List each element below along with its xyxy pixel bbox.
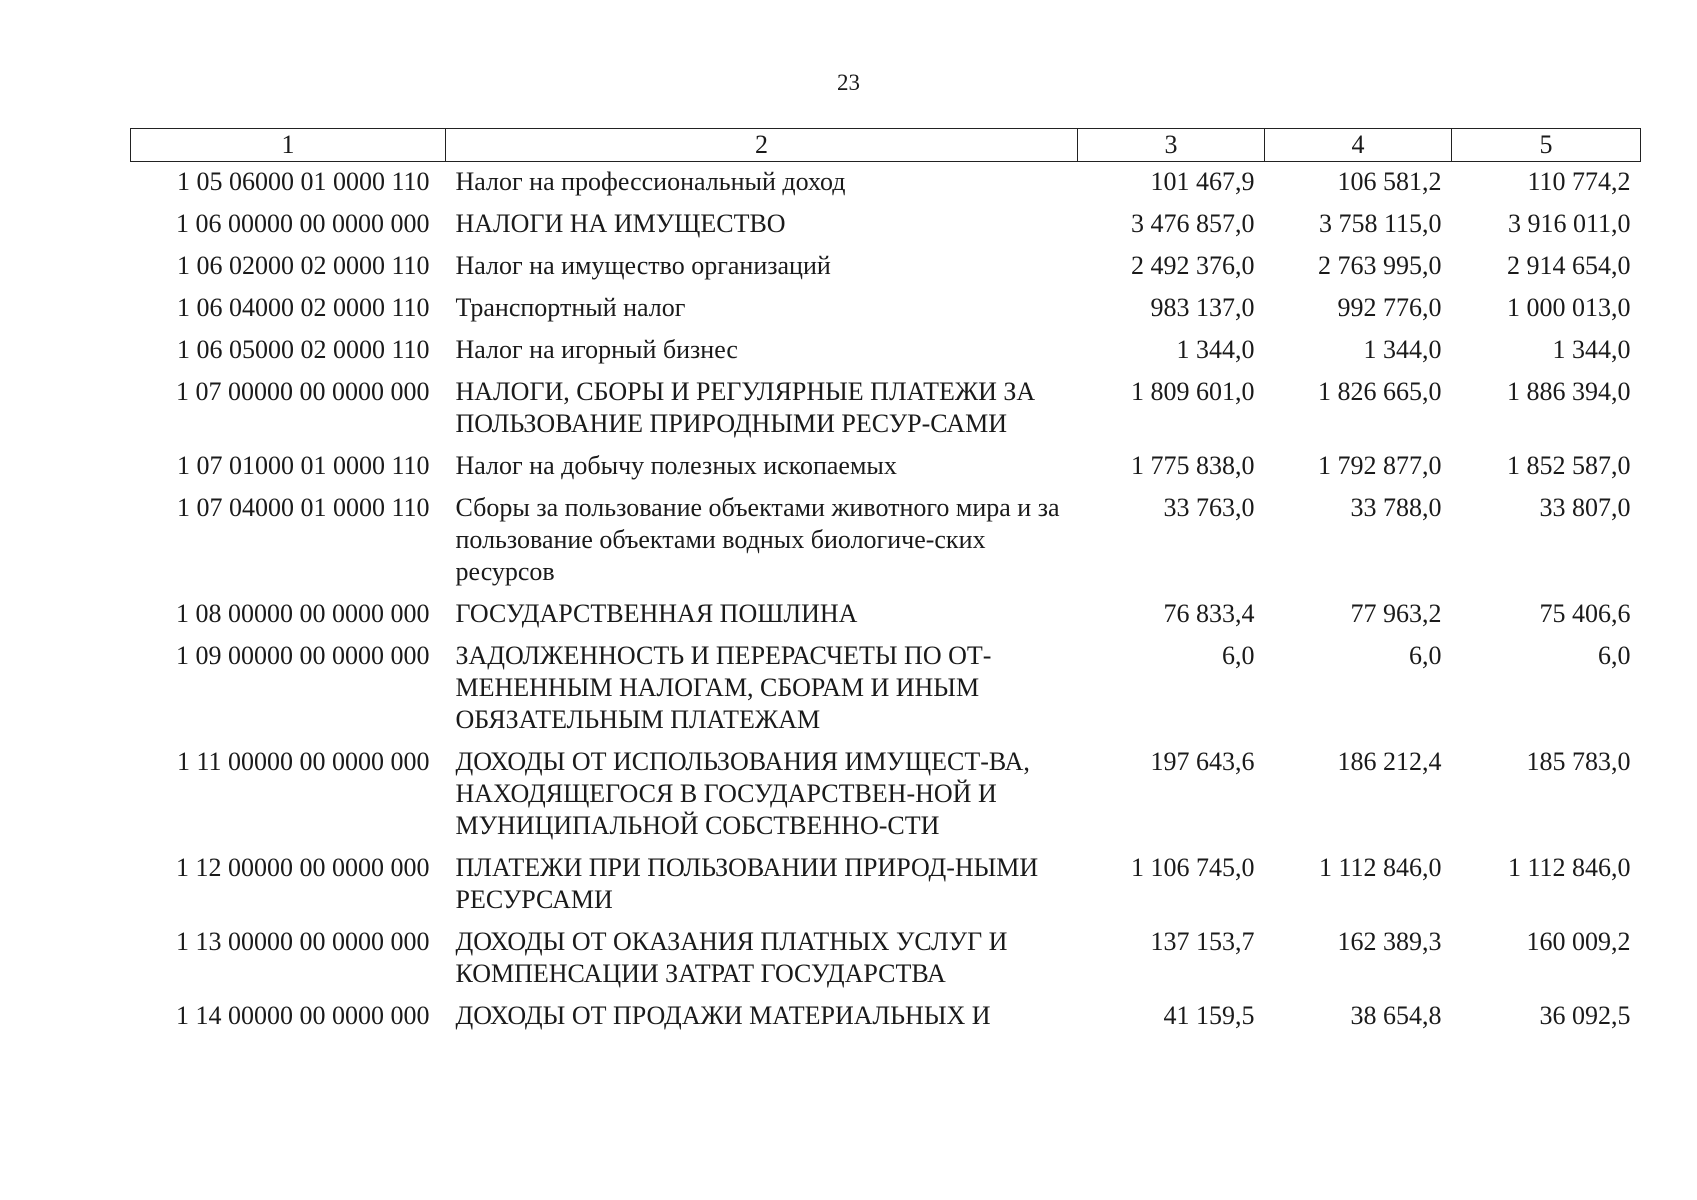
value-col-4-cell: 2 763 995,0 <box>1318 251 1442 280</box>
value-col-4-cell: 1 826 665,0 <box>1318 377 1442 406</box>
value-col-5-cell: 36 092,5 <box>1539 1001 1631 1030</box>
value-col-5-cell: 1 344,0 <box>1552 335 1631 364</box>
description-cell: ГОСУДАРСТВЕННАЯ ПОШЛИНА <box>455 599 858 628</box>
value-col-3-cell: 33 763,0 <box>1163 493 1255 522</box>
table-row <box>131 594 1641 636</box>
budget-code-cell: 1 08 00000 00 0000 000 <box>176 599 430 628</box>
table-row <box>131 372 1641 446</box>
budget-code-cell: 1 11 00000 00 0000 000 <box>176 747 430 776</box>
description-cell: Налог на добычу полезных ископаемых <box>455 451 897 480</box>
value-col-4-cell: 33 788,0 <box>1350 493 1442 522</box>
description-cell: НАЛОГИ НА ИМУЩЕСТВО <box>455 209 786 238</box>
page-number: 23 <box>837 70 860 95</box>
value-col-5-cell: 1 112 846,0 <box>1507 853 1631 882</box>
table-row <box>131 636 1641 742</box>
table-row <box>131 922 1641 996</box>
budget-code-cell: 1 13 00000 00 0000 000 <box>176 927 430 956</box>
table-row <box>131 288 1641 330</box>
header-col-2: 2 <box>446 129 1078 162</box>
budget-code-cell: 1 09 00000 00 0000 000 <box>176 641 430 670</box>
description-cell: ЗАДОЛЖЕННОСТЬ И ПЕРЕРАСЧЕТЫ ПО ОТ-МЕНЕННЫМ НАЛОГАМ, СБОРАМ И ИНЫМ ОБЯЗАТЕЛЬНЫМ ПЛАТЕЖАМ <box>455 641 992 734</box>
value-col-4-cell: 3 758 115,0 <box>1318 209 1442 238</box>
table-row <box>131 162 1641 205</box>
budget-code-cell: 1 07 01000 01 0000 110 <box>176 451 430 480</box>
value-col-5-cell: 1 852 587,0 <box>1507 451 1631 480</box>
value-col-3-cell: 1 809 601,0 <box>1131 377 1255 406</box>
budget-code-cell: 1 06 00000 00 0000 000 <box>176 209 430 238</box>
value-col-4-cell: 1 792 877,0 <box>1318 451 1442 480</box>
value-col-3-cell: 137 153,7 <box>1150 927 1255 956</box>
table-row <box>131 742 1641 848</box>
value-col-5-cell: 160 009,2 <box>1526 927 1631 956</box>
value-col-5-cell: 33 807,0 <box>1539 493 1631 522</box>
description-cell: ДОХОДЫ ОТ ОКАЗАНИЯ ПЛАТНЫХ УСЛУГ И КОМПЕНСАЦИИ ЗАТРАТ ГОСУДАРСТВА <box>455 927 1008 988</box>
value-col-4-cell: 992 776,0 <box>1337 293 1442 322</box>
value-col-4-cell: 6,0 <box>1409 641 1442 670</box>
table-row <box>131 204 1641 246</box>
value-col-3-cell: 76 833,4 <box>1163 599 1255 628</box>
value-col-5-cell: 185 783,0 <box>1526 747 1631 776</box>
budget-table <box>130 128 1641 1038</box>
value-col-3-cell: 101 467,9 <box>1150 167 1255 196</box>
description-cell: Транспортный налог <box>455 293 686 322</box>
value-col-4-cell: 38 654,8 <box>1350 1001 1442 1030</box>
header-col-5: 5 <box>1452 129 1641 162</box>
table-row <box>131 848 1641 922</box>
budget-code-cell: 1 07 04000 01 0000 110 <box>176 493 430 522</box>
value-col-4-cell: 1 112 846,0 <box>1318 853 1442 882</box>
value-col-3-cell: 6,0 <box>1222 641 1255 670</box>
value-col-3-cell: 197 643,6 <box>1150 747 1255 776</box>
value-col-4-cell: 162 389,3 <box>1337 927 1442 956</box>
table-row <box>131 996 1641 1038</box>
description-cell: Налог на имущество организаций <box>455 251 831 280</box>
value-col-5-cell: 2 914 654,0 <box>1507 251 1631 280</box>
value-col-4-cell: 77 963,2 <box>1350 599 1442 628</box>
value-col-5-cell: 1 886 394,0 <box>1507 377 1631 406</box>
header-row <box>131 129 1641 162</box>
value-col-3-cell: 41 159,5 <box>1163 1001 1255 1030</box>
header-col-1: 1 <box>131 129 446 162</box>
table-row <box>131 446 1641 488</box>
budget-code-cell: 1 06 05000 02 0000 110 <box>176 335 430 364</box>
budget-code-cell: 1 07 00000 00 0000 000 <box>176 377 430 406</box>
value-col-4-cell: 1 344,0 <box>1363 335 1442 364</box>
value-col-3-cell: 2 492 376,0 <box>1131 251 1255 280</box>
value-col-4-cell: 186 212,4 <box>1337 747 1442 776</box>
description-cell: ДОХОДЫ ОТ ПРОДАЖИ МАТЕРИАЛЬНЫХ И <box>455 1001 991 1030</box>
description-cell: НАЛОГИ, СБОРЫ И РЕГУЛЯРНЫЕ ПЛАТЕЖИ ЗА ПОЛЬЗОВАНИЕ ПРИРОДНЫМИ РЕСУР-САМИ <box>455 377 1036 438</box>
description-cell: Налог на профессиональный доход <box>455 167 846 196</box>
value-col-5-cell: 6,0 <box>1598 641 1631 670</box>
description-cell: Налог на игорный бизнес <box>455 335 738 364</box>
table-row <box>131 246 1641 288</box>
value-col-5-cell: 3 916 011,0 <box>1507 209 1631 238</box>
header-col-4: 4 <box>1265 129 1452 162</box>
value-col-3-cell: 1 344,0 <box>1176 335 1255 364</box>
value-col-4-cell: 106 581,2 <box>1337 167 1442 196</box>
description-cell: ПЛАТЕЖИ ПРИ ПОЛЬЗОВАНИИ ПРИРОД-НЫМИ РЕСУРСАМИ <box>455 853 1039 914</box>
value-col-3-cell: 1 106 745,0 <box>1131 853 1255 882</box>
value-col-3-cell: 3 476 857,0 <box>1131 209 1255 238</box>
budget-code-cell: 1 05 06000 01 0000 110 <box>176 167 430 196</box>
value-col-5-cell: 75 406,6 <box>1539 599 1631 628</box>
budget-code-cell: 1 14 00000 00 0000 000 <box>176 1001 430 1030</box>
value-col-3-cell: 983 137,0 <box>1150 293 1255 322</box>
budget-code-cell: 1 06 02000 02 0000 110 <box>176 251 430 280</box>
table-row <box>131 488 1641 594</box>
value-col-3-cell: 1 775 838,0 <box>1131 451 1255 480</box>
budget-code-cell: 1 12 00000 00 0000 000 <box>176 853 430 882</box>
description-cell: Сборы за пользование объектами животного мира и за пользование объектами водных биологиче-ских ресурсов <box>455 493 1060 586</box>
table-row <box>131 330 1641 372</box>
value-col-5-cell: 110 774,2 <box>1527 167 1631 196</box>
budget-code-cell: 1 06 04000 02 0000 110 <box>176 293 430 322</box>
value-col-5-cell: 1 000 013,0 <box>1507 293 1631 322</box>
header-col-3: 3 <box>1078 129 1265 162</box>
description-cell: ДОХОДЫ ОТ ИСПОЛЬЗОВАНИЯ ИМУЩЕСТ-ВА, НАХОДЯЩЕГОСЯ В ГОСУДАРСТВЕН-НОЙ И МУНИЦИПАЛЬНОЙ СОБСТВЕННО-СТИ <box>455 747 1030 840</box>
